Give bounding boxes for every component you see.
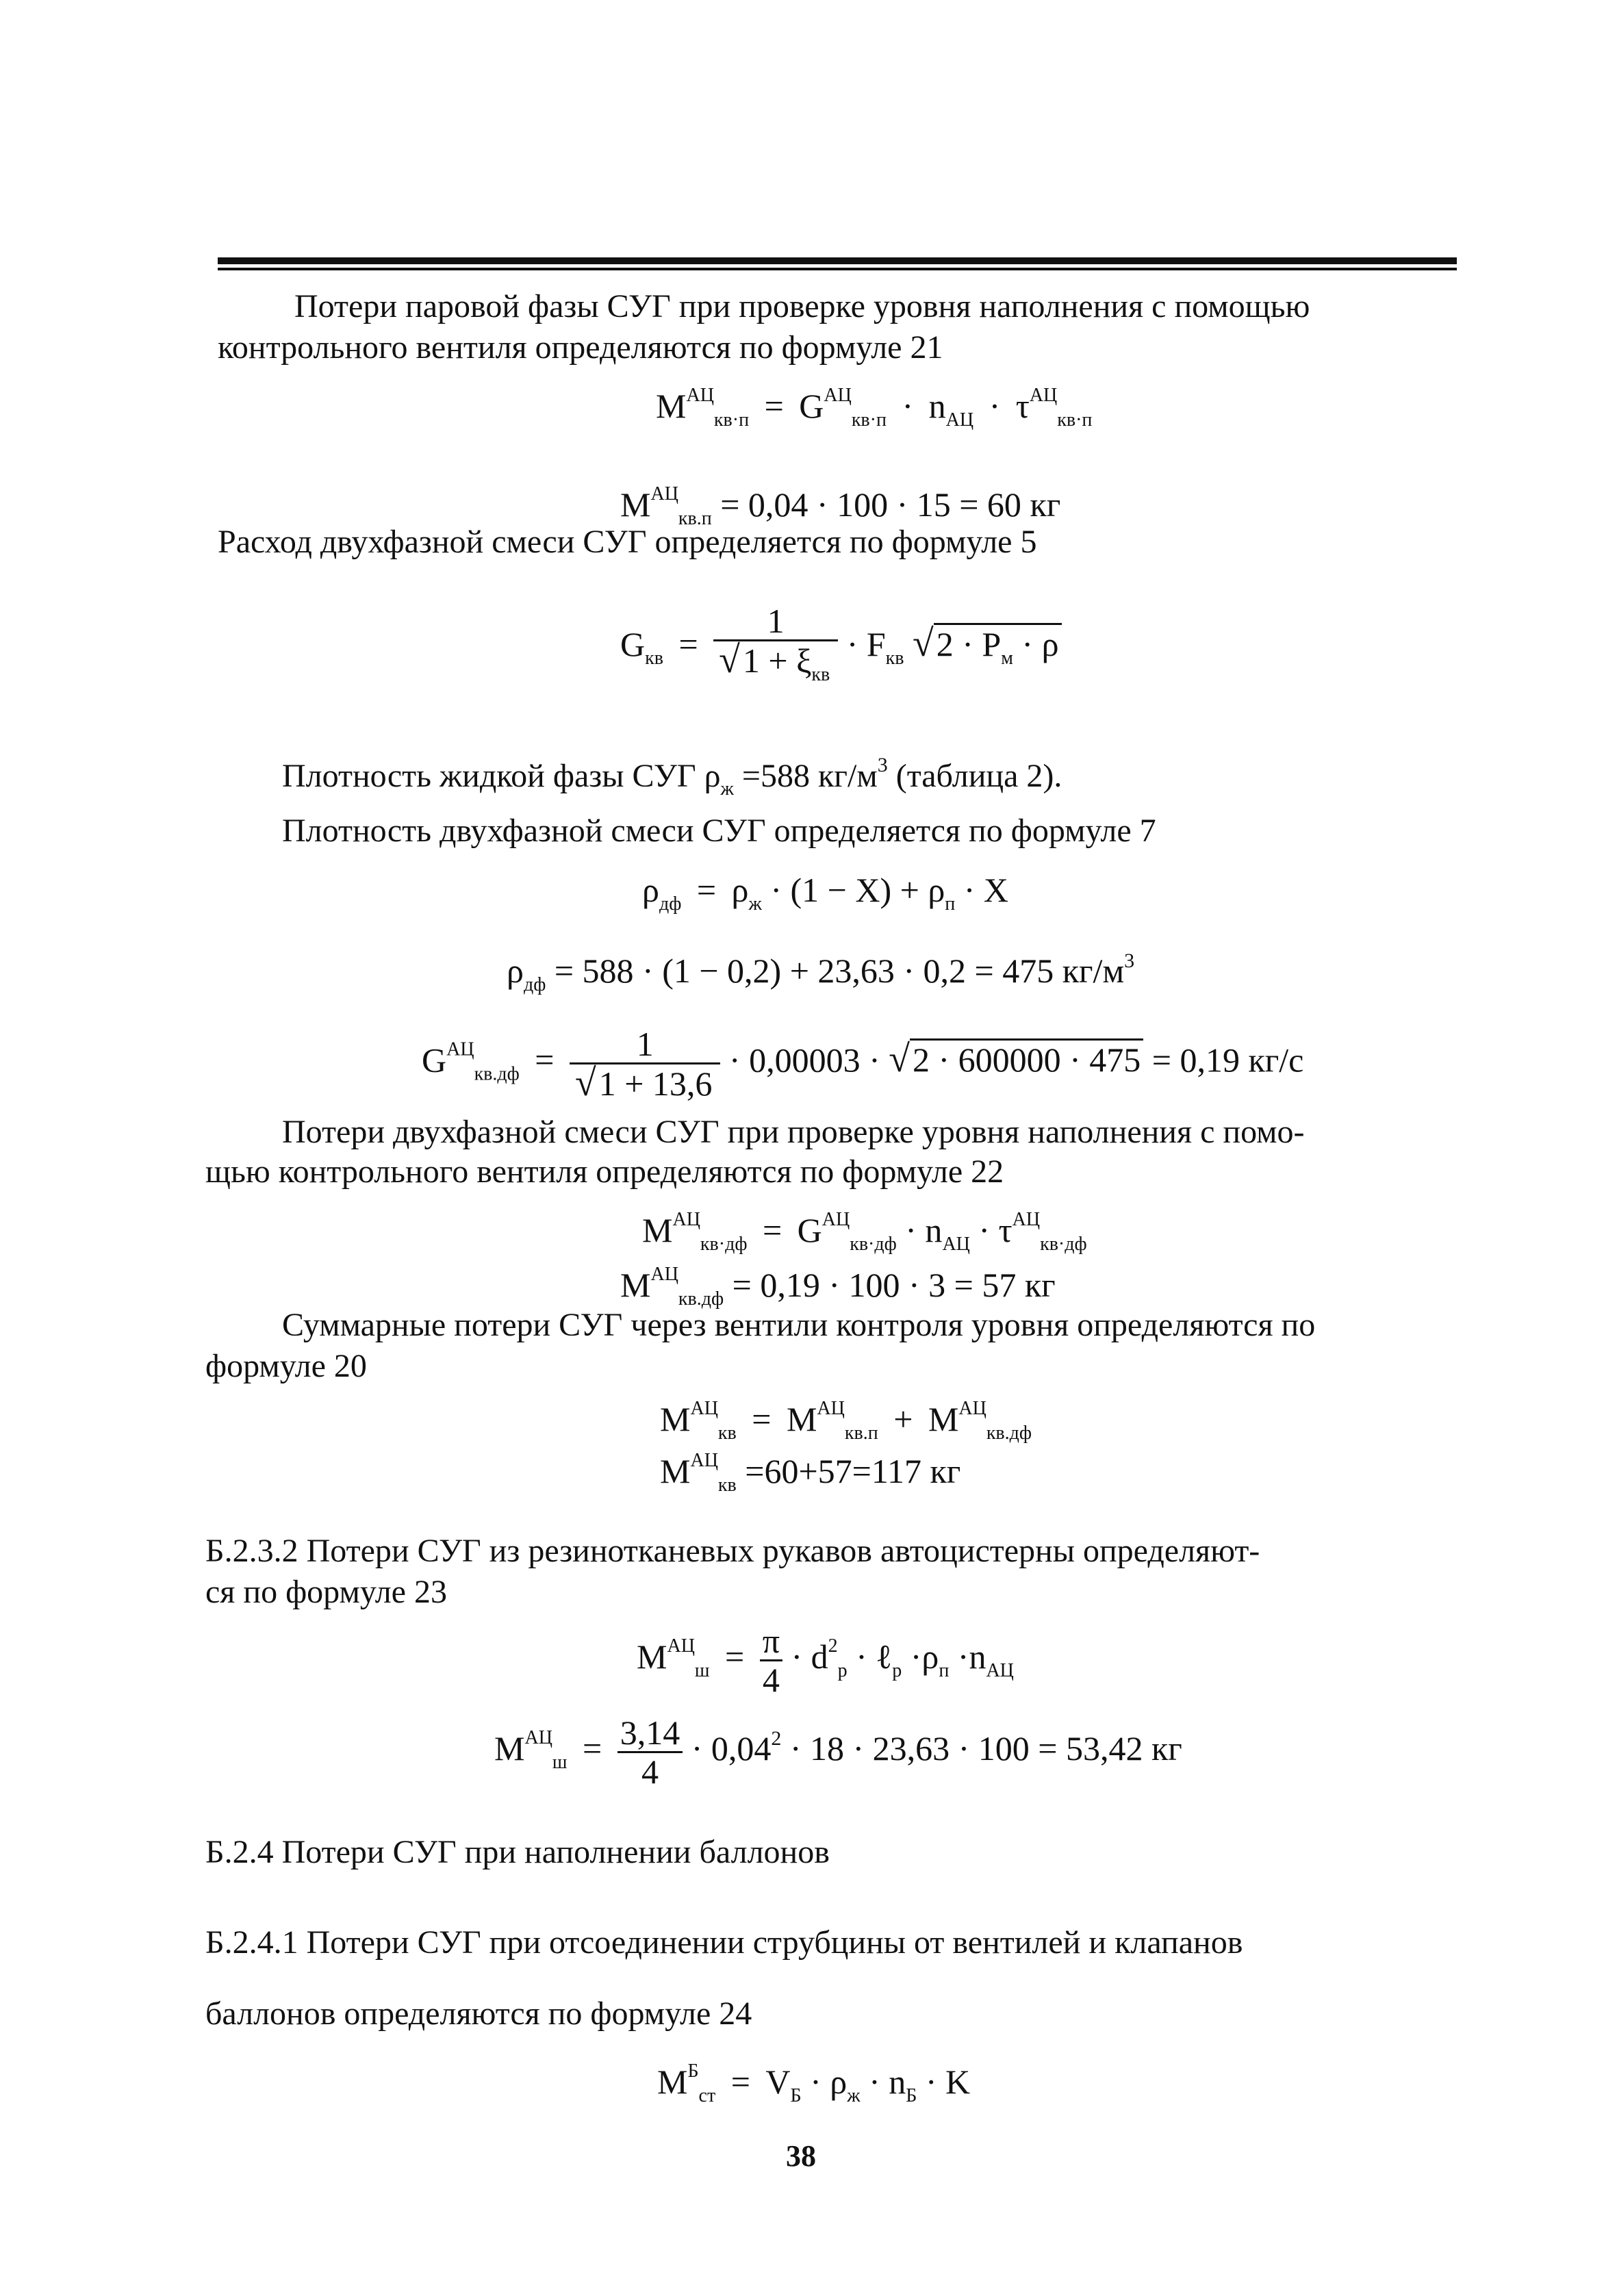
formula-20-calculation: $M^{АЦ}_{кв} =60+57=117$ кг — [660, 1450, 961, 1496]
formula-21: $M^{АЦ}_{кв\cdot п} = G^{АЦ}_{кв\cdot п} \cdot n_{АЦ} \cdot \tau^{АЦ}_{кв\cdot п}$ — [656, 385, 1093, 431]
header-rule-thick — [218, 257, 1457, 264]
paragraph-line: Суммарные потери СУГ через вентили контроля уровня определяются по — [282, 1307, 1316, 1343]
formula-23-calculation: $M^{АЦ}_ш$ = $\frac{3,14}{4}$ · $0,04^2 \cdot 18 \cdot 23,63 \cdot 100 = 53,42$ кг — [494, 1713, 1182, 1791]
header-rule-thin — [218, 268, 1457, 270]
paragraph-line: формуле 20 — [205, 1348, 367, 1384]
paragraph-line: Потери паровой фазы СУГ при проверке уровня наполнения с помощью — [294, 288, 1310, 324]
paragraph-line: Б.2.4.1 Потери СУГ при отсоединении струбцины от вентилей и клапанов — [205, 1924, 1243, 1961]
formula-21-calculation: $M^{АЦ}_{кв.п} = 0,04 \cdot 100 \cdot 15 = 60$ кг — [620, 483, 1061, 529]
formula-22: $M^{АЦ}_{кв\cdot дф} = G^{АЦ}_{кв\cdot дф} \cdot n_{АЦ} \cdot \tau^{АЦ}_{кв\cdot дф}$ — [642, 1209, 1087, 1255]
paragraph-line: Плотность двухфазной смеси СУГ определяется по формуле 7 — [282, 813, 1156, 849]
formula-24: $M^Б_{ст} = V_Б \cdot \rho_ж \cdot n_Б \cdot K$ — [657, 2061, 971, 2106]
formula-20: $M^{АЦ}_{кв} = M^{АЦ}_{кв.п} + M^{АЦ}_{кв.дф}$ — [660, 1398, 1032, 1444]
fraction: $\frac{\pi}{4}$ — [760, 1622, 782, 1698]
formula-22-calculation: $M^{АЦ}_{кв.дф} = 0,19 \cdot 100 \cdot 3 = 57$ кг — [620, 1264, 1056, 1310]
paragraph-line: баллонов определяются по формуле 24 — [205, 1995, 752, 2032]
paragraph-line: Плотность жидкой фазы СУГ $\rho_ж =588$ $кг/м^3$ (таблица 2). — [282, 754, 1062, 800]
section-heading: Б.2.4 Потери СУГ при наполнении баллонов — [205, 1834, 830, 1870]
paragraph-line: Расход двухфазной смеси СУГ определяется по формуле 5 — [218, 524, 1037, 560]
page-number: 38 — [786, 2139, 816, 2173]
formula-7-calculation: $\rho_{дф} = 588 \cdot (1 - 0,2) + 23,63 \cdot 0,2 = 475$ $кг/м^3$ — [507, 949, 1135, 995]
flow-rate-calculation: $G^{АЦ}_{кв.дф}$ = $\frac{1}{√1 + 13,6}$ · 0,00003 · √2 · 600000 · 475 = 0,19 кг/с — [422, 1025, 1304, 1104]
fraction: $\frac{1}{√1 + \xi_{кв}}$ — [713, 602, 838, 693]
paragraph-line: Б.2.3.2 Потери СУГ из резинотканевых рукавов автоцистерны определяют- — [205, 1533, 1260, 1569]
fraction: $\frac{3,14}{4}$ — [617, 1714, 683, 1790]
paragraph-line: ся по формуле 23 — [205, 1574, 447, 1610]
formula-5: $G_{кв}$ = $\frac{1}{√1 + \xi_{кв}}$ · $F_{кв}$ $√2 \cdot P_м \cdot \rho$ — [620, 602, 1062, 693]
fraction: $\frac{1}{√1 + 13,6}$ — [570, 1025, 720, 1102]
paragraph-line: Потери двухфазной смеси СУГ при проверке уровня наполнения с помо- — [282, 1114, 1305, 1150]
formula-23: $M^{АЦ}_ш$ = $\frac{\pi}{4}$ · $d^2_р$ · ℓ$_р$ $\cdot\rho_п \cdot n_{АЦ}$ — [637, 1622, 1014, 1699]
paragraph-line: контрольного вентиля определяются по формуле 21 — [218, 329, 943, 366]
paragraph-line: щью контрольного вентиля определяются по формуле 22 — [205, 1153, 1004, 1190]
formula-7: $\rho_{дф} = \rho_ж \cdot (1 - X) + \rho_п \cdot X$ — [642, 871, 1009, 915]
